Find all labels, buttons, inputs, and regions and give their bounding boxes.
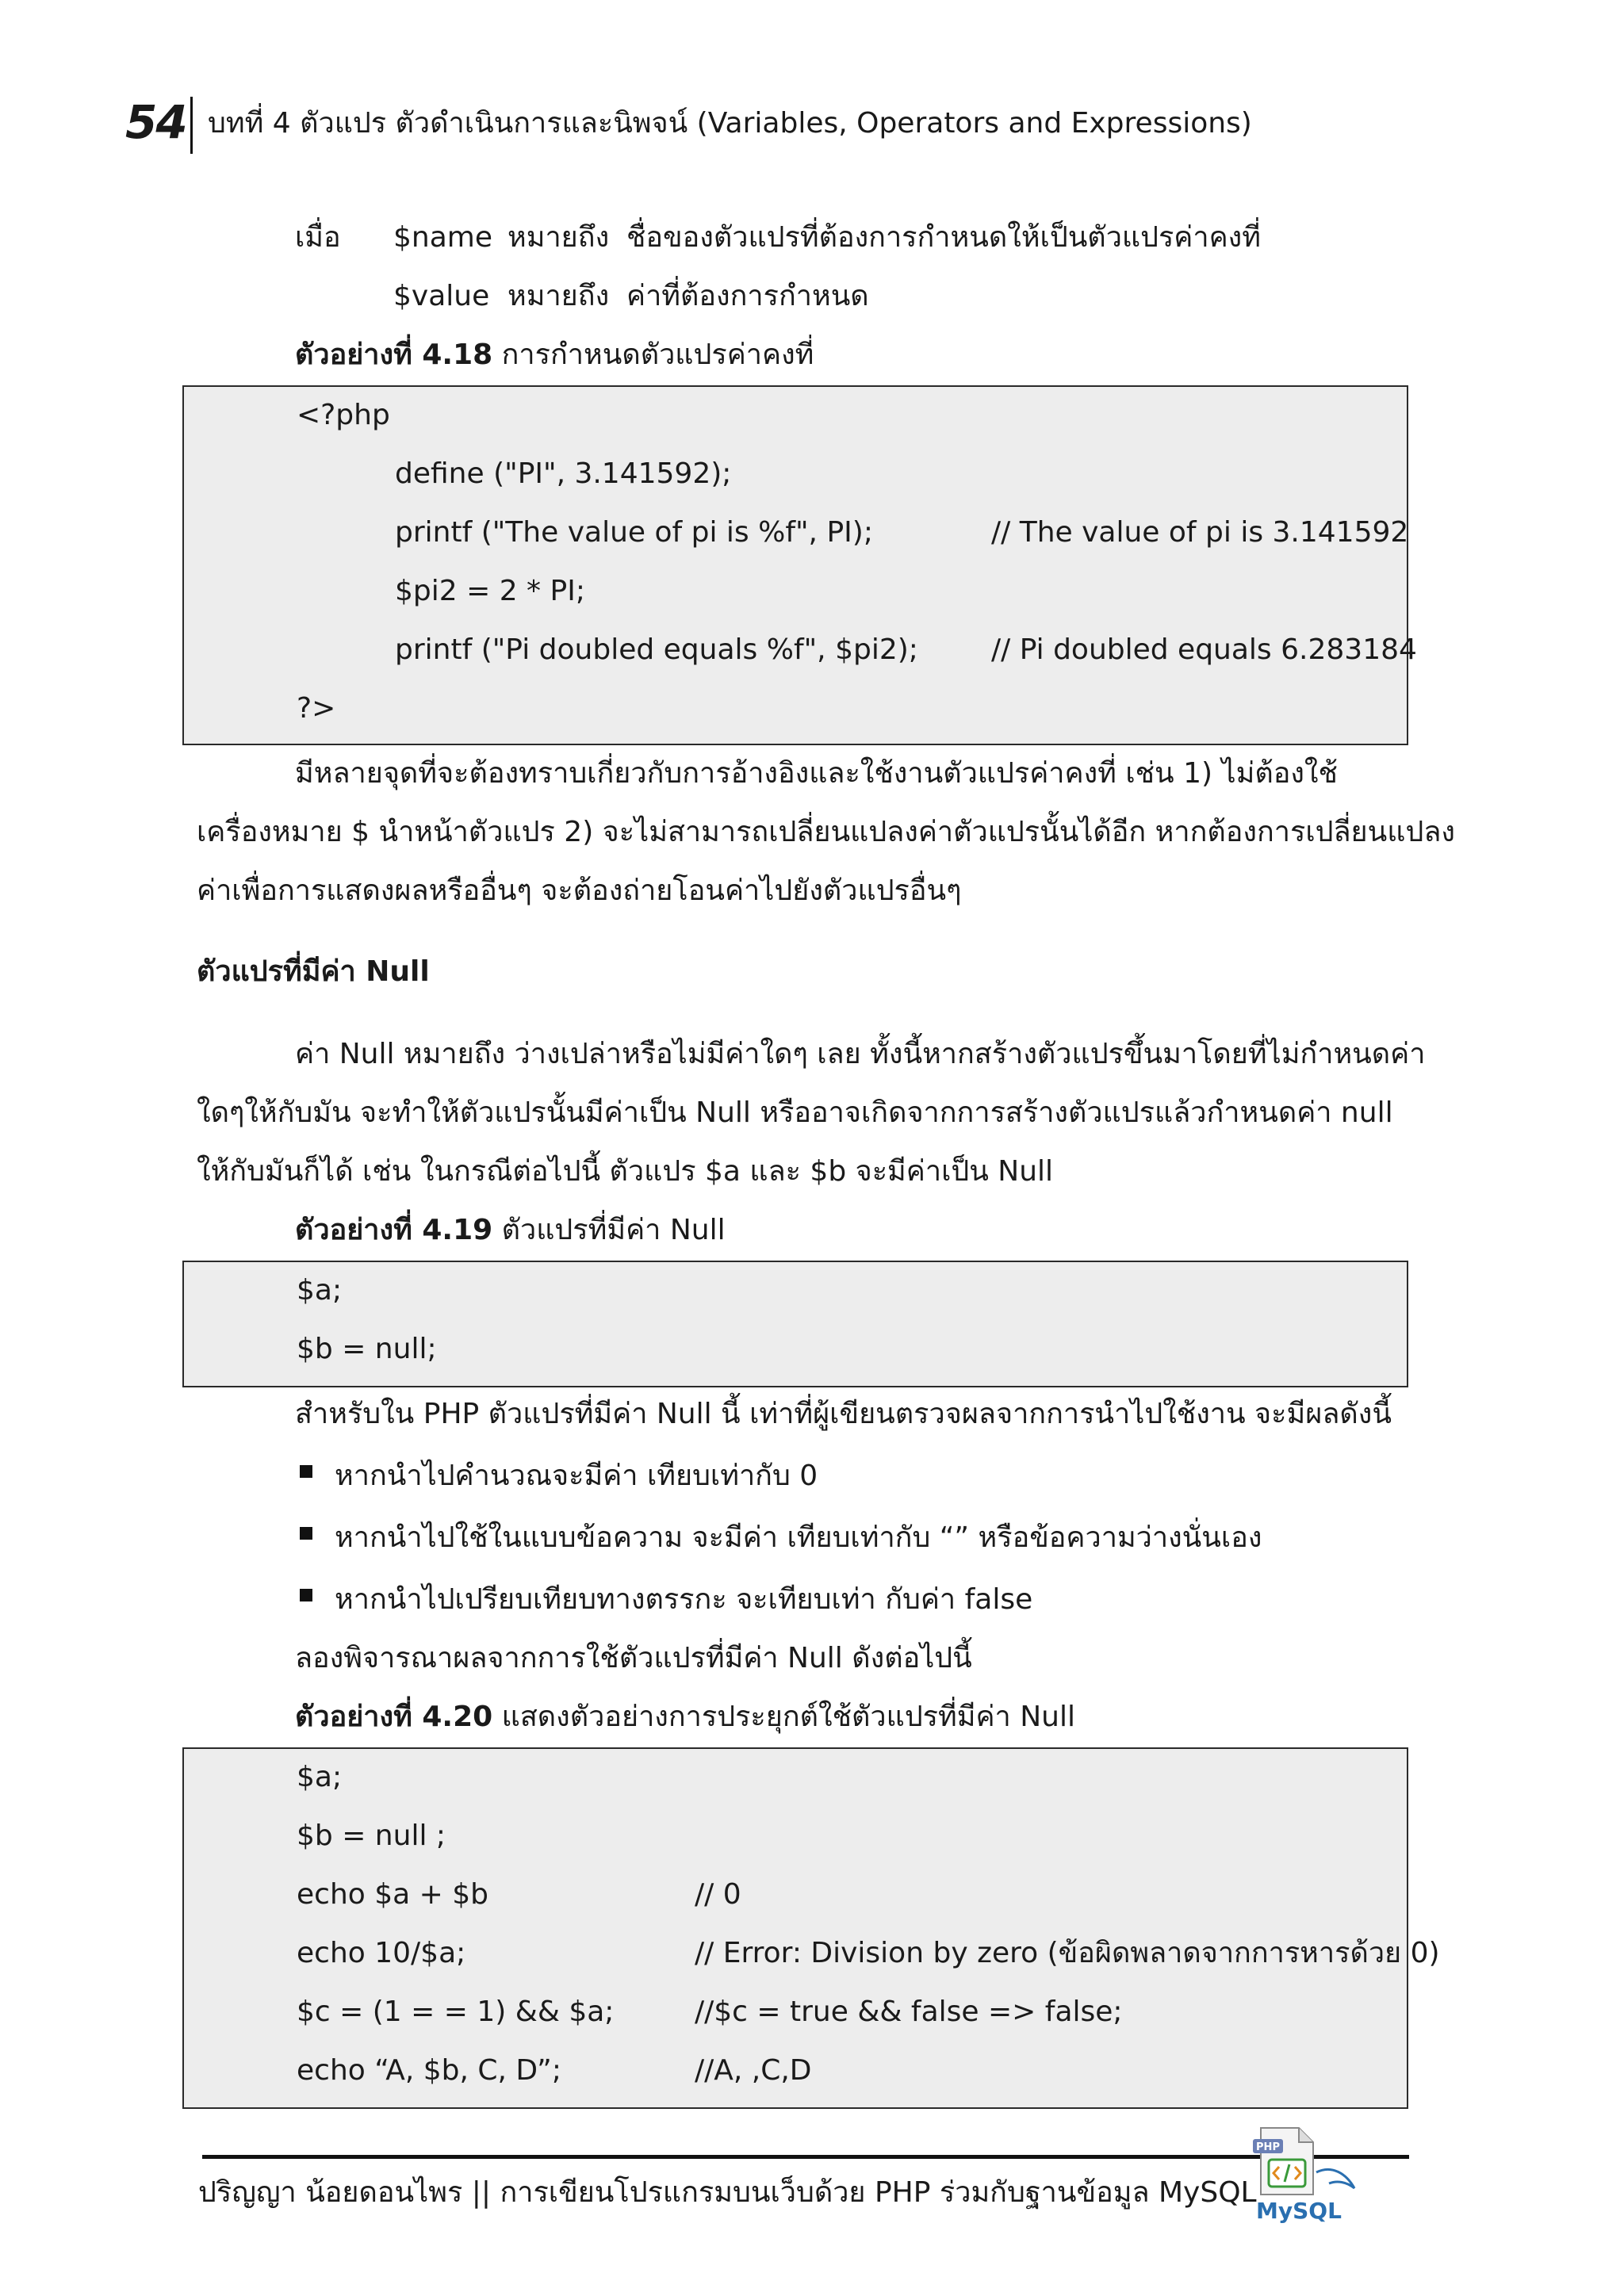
code-line: ?>: [297, 692, 336, 725]
where-term: $name: [393, 221, 492, 254]
code-line: printf ("The value of pi is %f", PI);: [395, 516, 873, 549]
example-caption: [295, 1211, 726, 1249]
page-number: 54: [125, 95, 186, 149]
paragraph-line: ใดๆให้กับมัน จะทำให้ตัวแปรนั้นมีค่าเป็น Null หรืออาจเกิดจากการสร้างตัวแปรแล้วกำหนดค่า null: [197, 1096, 1393, 1129]
where-term: $value: [393, 280, 490, 312]
code-line: printf ("Pi doubled equals %f", $pi2);: [395, 633, 918, 666]
bullet-marker: [300, 1589, 312, 1601]
chapter-title: บทที่ 4 ตัวแปร ตัวดำเนินการและนิพจน์ (Variables, Operators and Expressions): [208, 107, 1252, 140]
code-block-4-19: [182, 1261, 1408, 1387]
code-line: $b = null ;: [297, 1820, 446, 1852]
code-line: $a;: [297, 1761, 343, 1793]
header-divider: [190, 97, 193, 154]
code-line: $pi2 = 2 * PI;: [395, 575, 585, 607]
example-caption-text: การกำหนดตัวแปรค่าคงที่: [492, 339, 814, 371]
code-line: <?php: [297, 399, 390, 431]
code-comment: // The value of pi is 3.141592: [991, 516, 1409, 549]
paragraph-line: ลองพิจารณาผลจากการใช้ตัวแปรที่มีค่า Null ดังต่อไปนี้: [295, 1642, 972, 1674]
bullet-marker: [300, 1465, 312, 1478]
code-line: define ("PI", 3.141592);: [395, 457, 732, 490]
example-caption: [295, 1698, 1075, 1736]
code-line: echo $a + $b: [297, 1878, 488, 1911]
paragraph-line: เครื่องหมาย $ นำหน้าตัวแปร 2) จะไม่สามารถเปลี่ยนแปลงค่าตัวแปรนั้นได้อีก หากต้องการเปลี่ยนแปลง: [197, 816, 1455, 848]
code-line: $a;: [297, 1274, 343, 1307]
code-comment: //A, ,C,D: [695, 2054, 812, 2087]
code-comment: // Pi doubled equals 6.283184: [991, 633, 1417, 666]
example-label: ตัวอย่างที่ 4.19: [295, 1214, 493, 1246]
paragraph-line: ค่า Null หมายถึง ว่างเปล่าหรือไม่มีค่าใดๆ เลย ทั้งนี้หากสร้างตัวแปรขึ้นมาโดยที่ไม่กำหนดค่า: [295, 1038, 1426, 1070]
logo-mysql-text: MySQL: [1256, 2198, 1342, 2224]
bullet-marker: [300, 1527, 312, 1540]
paragraph-line: สำหรับใน PHP ตัวแปรที่มีค่า Null นี้ เท่าที่ผู้เขียนตรวจผลจากการนำไปใช้งาน จะมีผลดังนี้: [295, 1398, 1392, 1430]
where-means: หมายถึง: [508, 221, 610, 254]
footer-text: ปริญญา น้อยดอนไพร || การเขียนโปรแกรมบนเว็บด้วย PHP ร่วมกับฐานข้อมูล MySQL: [198, 2176, 1257, 2209]
example-label: ตัวอย่างที่ 4.20: [295, 1701, 493, 1733]
paragraph-line: ค่าเพื่อการแสดงผลหรืออื่นๆ จะต้องถ่ายโอนค่าไปยังตัวแปรอื่นๆ: [197, 874, 962, 907]
logo-badge-text: PHP: [1256, 2141, 1280, 2153]
code-comment: //$c = true && false => false;: [695, 1996, 1123, 2028]
where-desc: ค่าที่ต้องการกำหนด: [626, 280, 869, 312]
example-caption: [295, 336, 814, 374]
code-block-4-20: [182, 1747, 1440, 2109]
php-mysql-logo-icon: [1245, 2125, 1372, 2228]
where-label: เมื่อ: [295, 221, 341, 254]
code-line: echo 10/$a;: [297, 1937, 466, 1969]
paragraph-line: มีหลายจุดที่จะต้องทราบเกี่ยวกับการอ้างอิงและใช้งานตัวแปรค่าคงที่ เช่น 1) ไม่ต้องใช้: [295, 757, 1338, 790]
footer-rule: [202, 2155, 1409, 2159]
example-label: ตัวอย่างที่ 4.18: [295, 339, 493, 371]
example-caption-text: แสดงตัวอย่างการประยุกต์ใช้ตัวแปรที่มีค่า Null: [492, 1701, 1075, 1733]
where-desc: ชื่อของตัวแปรที่ต้องการกำหนดให้เป็นตัวแปรค่าคงที่: [626, 221, 1261, 254]
code-block-4-18: [182, 385, 1417, 745]
paragraph-line: ให้กับมันก็ได้ เช่น ในกรณีต่อไปนี้ ตัวแปร $a และ $b จะมีค่าเป็น Null: [197, 1155, 1054, 1188]
code-comment: // 0: [695, 1878, 741, 1911]
code-line: echo “A, $b, C, D”;: [297, 2054, 561, 2087]
code-comment: // Error: Division by zero (ข้อผิดพลาดจากการหารด้วย 0): [695, 1937, 1440, 1969]
bullet-item: หากนำไปคำนวณจะมีค่า เทียบเท่ากับ 0: [335, 1460, 818, 1492]
code-line: $b = null;: [297, 1333, 437, 1365]
section-heading: ตัวแปรที่มีค่า Null: [197, 955, 430, 988]
where-means: หมายถึง: [508, 280, 610, 312]
code-line: $c = (1 = = 1) && $a;: [297, 1996, 615, 2028]
bullet-item: หากนำไปเปรียบเทียบทางตรรกะ จะเทียบเท่า กับค่า false: [335, 1583, 1033, 1616]
bullet-item: หากนำไปใช้ในแบบข้อความ จะมีค่า เทียบเท่ากับ “” หรือข้อความว่างนั่นเอง: [335, 1521, 1262, 1554]
example-caption-text: ตัวแปรที่มีค่า Null: [492, 1214, 726, 1246]
